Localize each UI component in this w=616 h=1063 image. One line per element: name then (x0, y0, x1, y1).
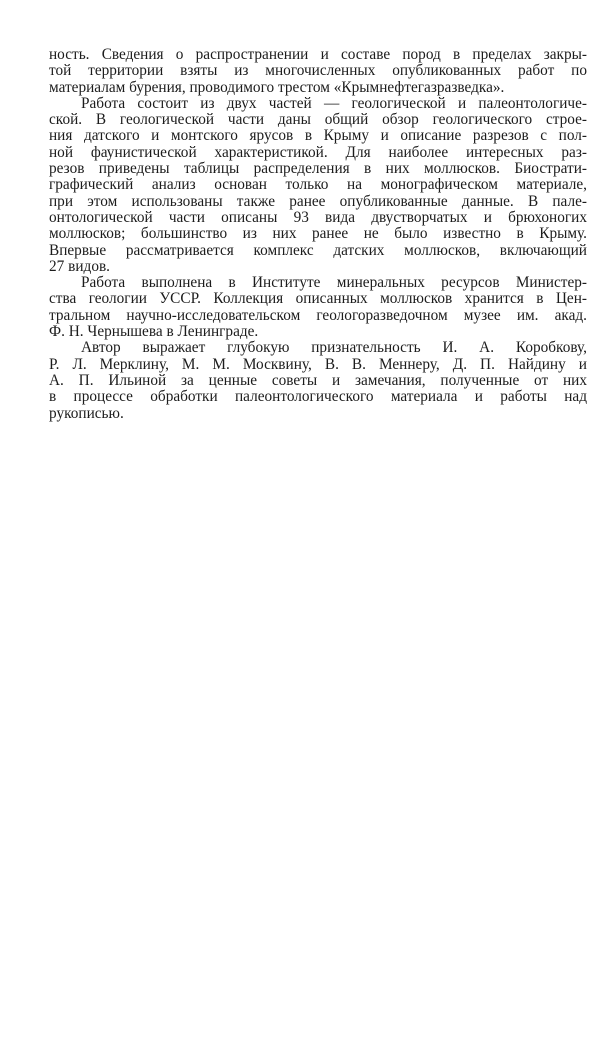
text-line: в процессе обработки палеонтологического материала и работы над (49, 389, 587, 406)
text-line: моллюсков; большинство из них ранее не было известно в Крыму. (49, 226, 587, 243)
document-text (49, 47, 587, 422)
text-line: материалам бурения, проводимого трестом «Крымнефтегазразведка». (49, 79, 505, 96)
text-line: при этом использованы также ранее опубликованные данные. В пале- (49, 193, 587, 210)
text-line: Работа состоит из двух частей — геологической и палеонтологиче- (81, 95, 587, 112)
text-line: Р. Л. Мерклину, М. М. Москвину, В. В. Меннеру, Д. П. Найдину и (49, 356, 587, 373)
paragraph-3 (49, 275, 587, 340)
text-line: ность. Сведения о распространении и составе пород в пределах закры- (49, 47, 587, 63)
text-line: Автор выражает глубокую признательность И. А. Коробкову, (81, 340, 587, 357)
text-line: графический анализ основан только на монографическом материале, (49, 177, 587, 194)
text-line: ской. В геологической части даны общий обзор геологического строе- (49, 112, 587, 129)
text-line: 27 видов. (49, 258, 111, 275)
text-line: ства геологии УССР. Коллекция описанных моллюсков хранится в Цен- (49, 291, 587, 308)
text-line: А. П. Ильиной за ценные советы и замечания, полученные от них (49, 372, 587, 389)
text-line: рукописью. (49, 405, 124, 422)
text-line: Впервые рассматривается комплекс датских моллюсков, включающий (49, 242, 587, 259)
paragraph-1 (49, 47, 587, 96)
paragraph-4 (49, 340, 587, 421)
paragraph-2 (49, 96, 587, 275)
text-line: Работа выполнена в Институте минеральных ресурсов Министер- (81, 275, 587, 292)
text-line: тральном научно-исследовательском геологоразведочном музее им. акад. (49, 307, 587, 324)
text-line: резов приведены таблицы распределения в них моллюсков. Биострати- (49, 161, 587, 178)
text-line: Ф. Н. Чернышева в Ленинграде. (49, 324, 259, 341)
text-line: ной фаунистической характеристикой. Для наиболее интересных раз- (49, 144, 587, 161)
text-line: той территории взяты из многочисленных опубликованных работ по (49, 63, 587, 80)
text-line: ния датского и монтского ярусов в Крыму и описание разрезов с пол- (49, 128, 587, 145)
text-line: онтологической части описаны 93 вида двустворчатых и брюхоногих (49, 209, 587, 226)
